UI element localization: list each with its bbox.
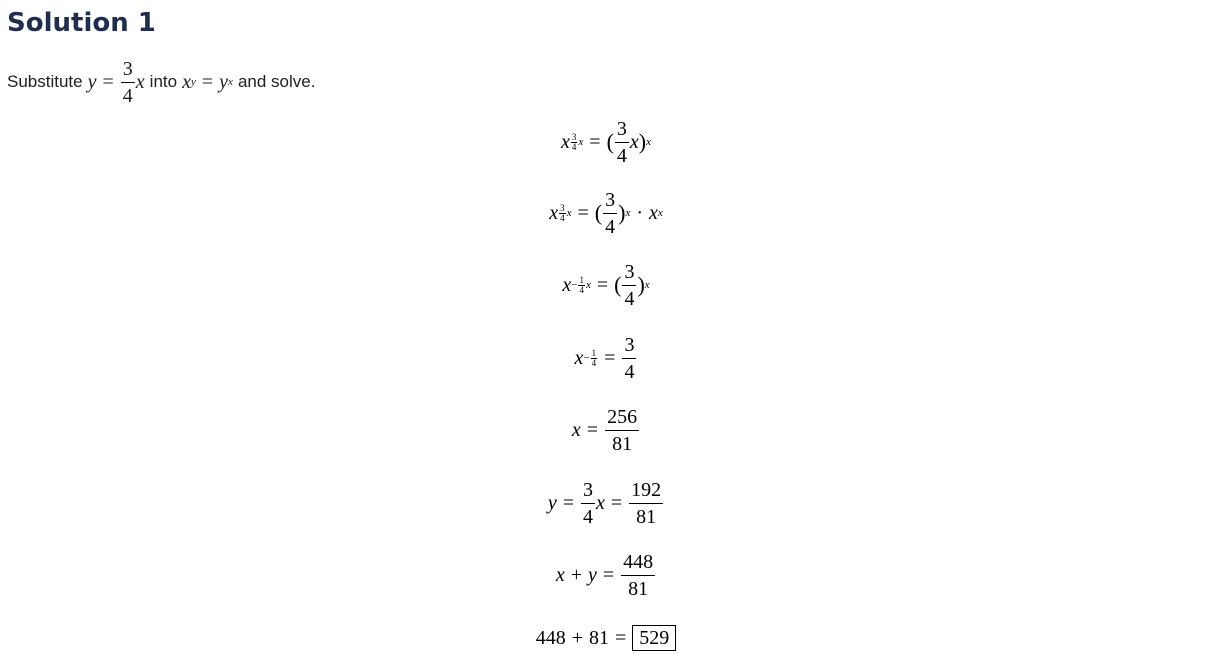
exponent-fraction: [578, 276, 585, 295]
exp-denominator: 4: [591, 357, 597, 368]
numerator: 3: [603, 189, 617, 214]
left-paren: (: [606, 129, 614, 154]
intro-sentence: [7, 58, 315, 106]
intro-prefix: Substitute: [7, 72, 83, 91]
exp-denominator: 4: [579, 284, 584, 295]
denominator: 4: [624, 360, 635, 383]
exp-numerator: 1: [579, 274, 584, 285]
exponent-x: x: [566, 207, 572, 219]
var-y: y: [219, 70, 229, 93]
var-x: x: [562, 273, 572, 296]
denominator: 81: [628, 577, 649, 600]
exponent-minus: −: [583, 352, 590, 364]
exponent-fraction: [559, 204, 566, 223]
var-x: x: [649, 201, 658, 224]
var-x: x: [571, 418, 581, 441]
numerator: 3: [622, 261, 636, 286]
plus-sign: +: [570, 563, 582, 586]
denominator: 81: [612, 432, 633, 455]
fraction-192-81: [629, 479, 663, 528]
numerator: 3: [581, 479, 595, 504]
equation-line-8: [0, 610, 1212, 666]
var-x: x: [555, 563, 565, 586]
number-448: 448: [535, 626, 566, 649]
right-paren: ): [638, 129, 647, 154]
fraction-256-81: [605, 406, 639, 455]
fraction-448-81: [621, 551, 655, 600]
var-x: x: [135, 70, 145, 93]
denominator: 4: [605, 215, 616, 238]
equals-sign: =: [604, 346, 616, 369]
fraction-three-quarters: [622, 261, 636, 310]
equals-sign: =: [589, 130, 601, 153]
exponent-minus: −: [571, 279, 578, 291]
exponent-x: x: [625, 207, 631, 219]
fraction-three-quarters: [581, 479, 595, 528]
equals-sign: =: [586, 418, 599, 441]
left-paren: (: [594, 200, 603, 225]
numerator: 3: [121, 58, 135, 83]
right-paren: ): [637, 272, 645, 297]
denominator: 4: [616, 144, 627, 167]
exponent-x: x: [646, 136, 651, 148]
equals-sign: =: [596, 273, 609, 296]
fraction-three-quarters: [615, 118, 629, 167]
var-y: y: [547, 491, 557, 514]
exponent-x: x: [578, 136, 584, 148]
fraction-three-quarters: [121, 58, 135, 107]
equals-sign: =: [577, 201, 589, 224]
var-x: x: [629, 130, 639, 153]
numerator: 3: [615, 118, 629, 143]
equals-sign: =: [610, 491, 623, 514]
equation-line-5: [0, 402, 1212, 458]
exponent-fraction: [591, 349, 598, 368]
denominator: 4: [624, 287, 635, 310]
exponent-x: x: [585, 279, 591, 291]
equation-line-1: [0, 114, 1212, 170]
var-y: y: [87, 70, 97, 93]
var-x: x: [549, 201, 559, 224]
numerator: 256: [605, 406, 639, 431]
intro-middle: into: [149, 72, 178, 91]
equation-line-4: [0, 330, 1212, 386]
var-x: x: [182, 70, 191, 93]
numerator: 448: [621, 551, 655, 576]
exponent-x: x: [644, 279, 650, 291]
exp-numerator: 3: [560, 202, 565, 213]
denominator: 4: [583, 505, 593, 528]
exponent-x: x: [657, 207, 663, 219]
exp-numerator: 3: [571, 131, 577, 142]
denominator: 4: [122, 84, 133, 107]
multiply-dot: ·: [636, 201, 643, 224]
equals-sign: =: [602, 563, 615, 586]
equation-line-2: [0, 185, 1212, 241]
equals-sign: =: [201, 70, 214, 93]
equation-line-3: [0, 257, 1212, 313]
solution-heading: Solution 1: [7, 8, 156, 38]
exponent-fraction: [571, 133, 578, 152]
numerator: 192: [629, 479, 663, 504]
var-x: x: [596, 491, 605, 514]
fraction-three-quarters: [622, 334, 636, 383]
var-x: x: [561, 130, 570, 153]
equals-sign: =: [562, 491, 574, 514]
equation-line-7: [0, 547, 1212, 603]
numerator: 3: [622, 334, 636, 359]
boxed-answer: 529: [632, 625, 676, 651]
exp-denominator: 4: [560, 212, 565, 223]
exp-numerator: 1: [591, 347, 597, 358]
var-y: y: [588, 563, 597, 586]
exp-denominator: 4: [571, 141, 577, 152]
left-paren: (: [614, 272, 622, 297]
intro-suffix: and solve.: [237, 72, 316, 91]
right-paren: ): [618, 200, 626, 225]
fraction-three-quarters: [603, 189, 617, 238]
equals-sign: =: [102, 70, 114, 93]
exponent-x: x: [228, 76, 233, 88]
denominator: 81: [636, 505, 657, 528]
plus-sign: +: [571, 626, 583, 649]
equals-sign: =: [615, 626, 627, 649]
equation-line-6: [0, 475, 1212, 531]
exponent-y: y: [190, 76, 196, 88]
number-81: 81: [589, 626, 609, 649]
var-x: x: [574, 346, 584, 369]
